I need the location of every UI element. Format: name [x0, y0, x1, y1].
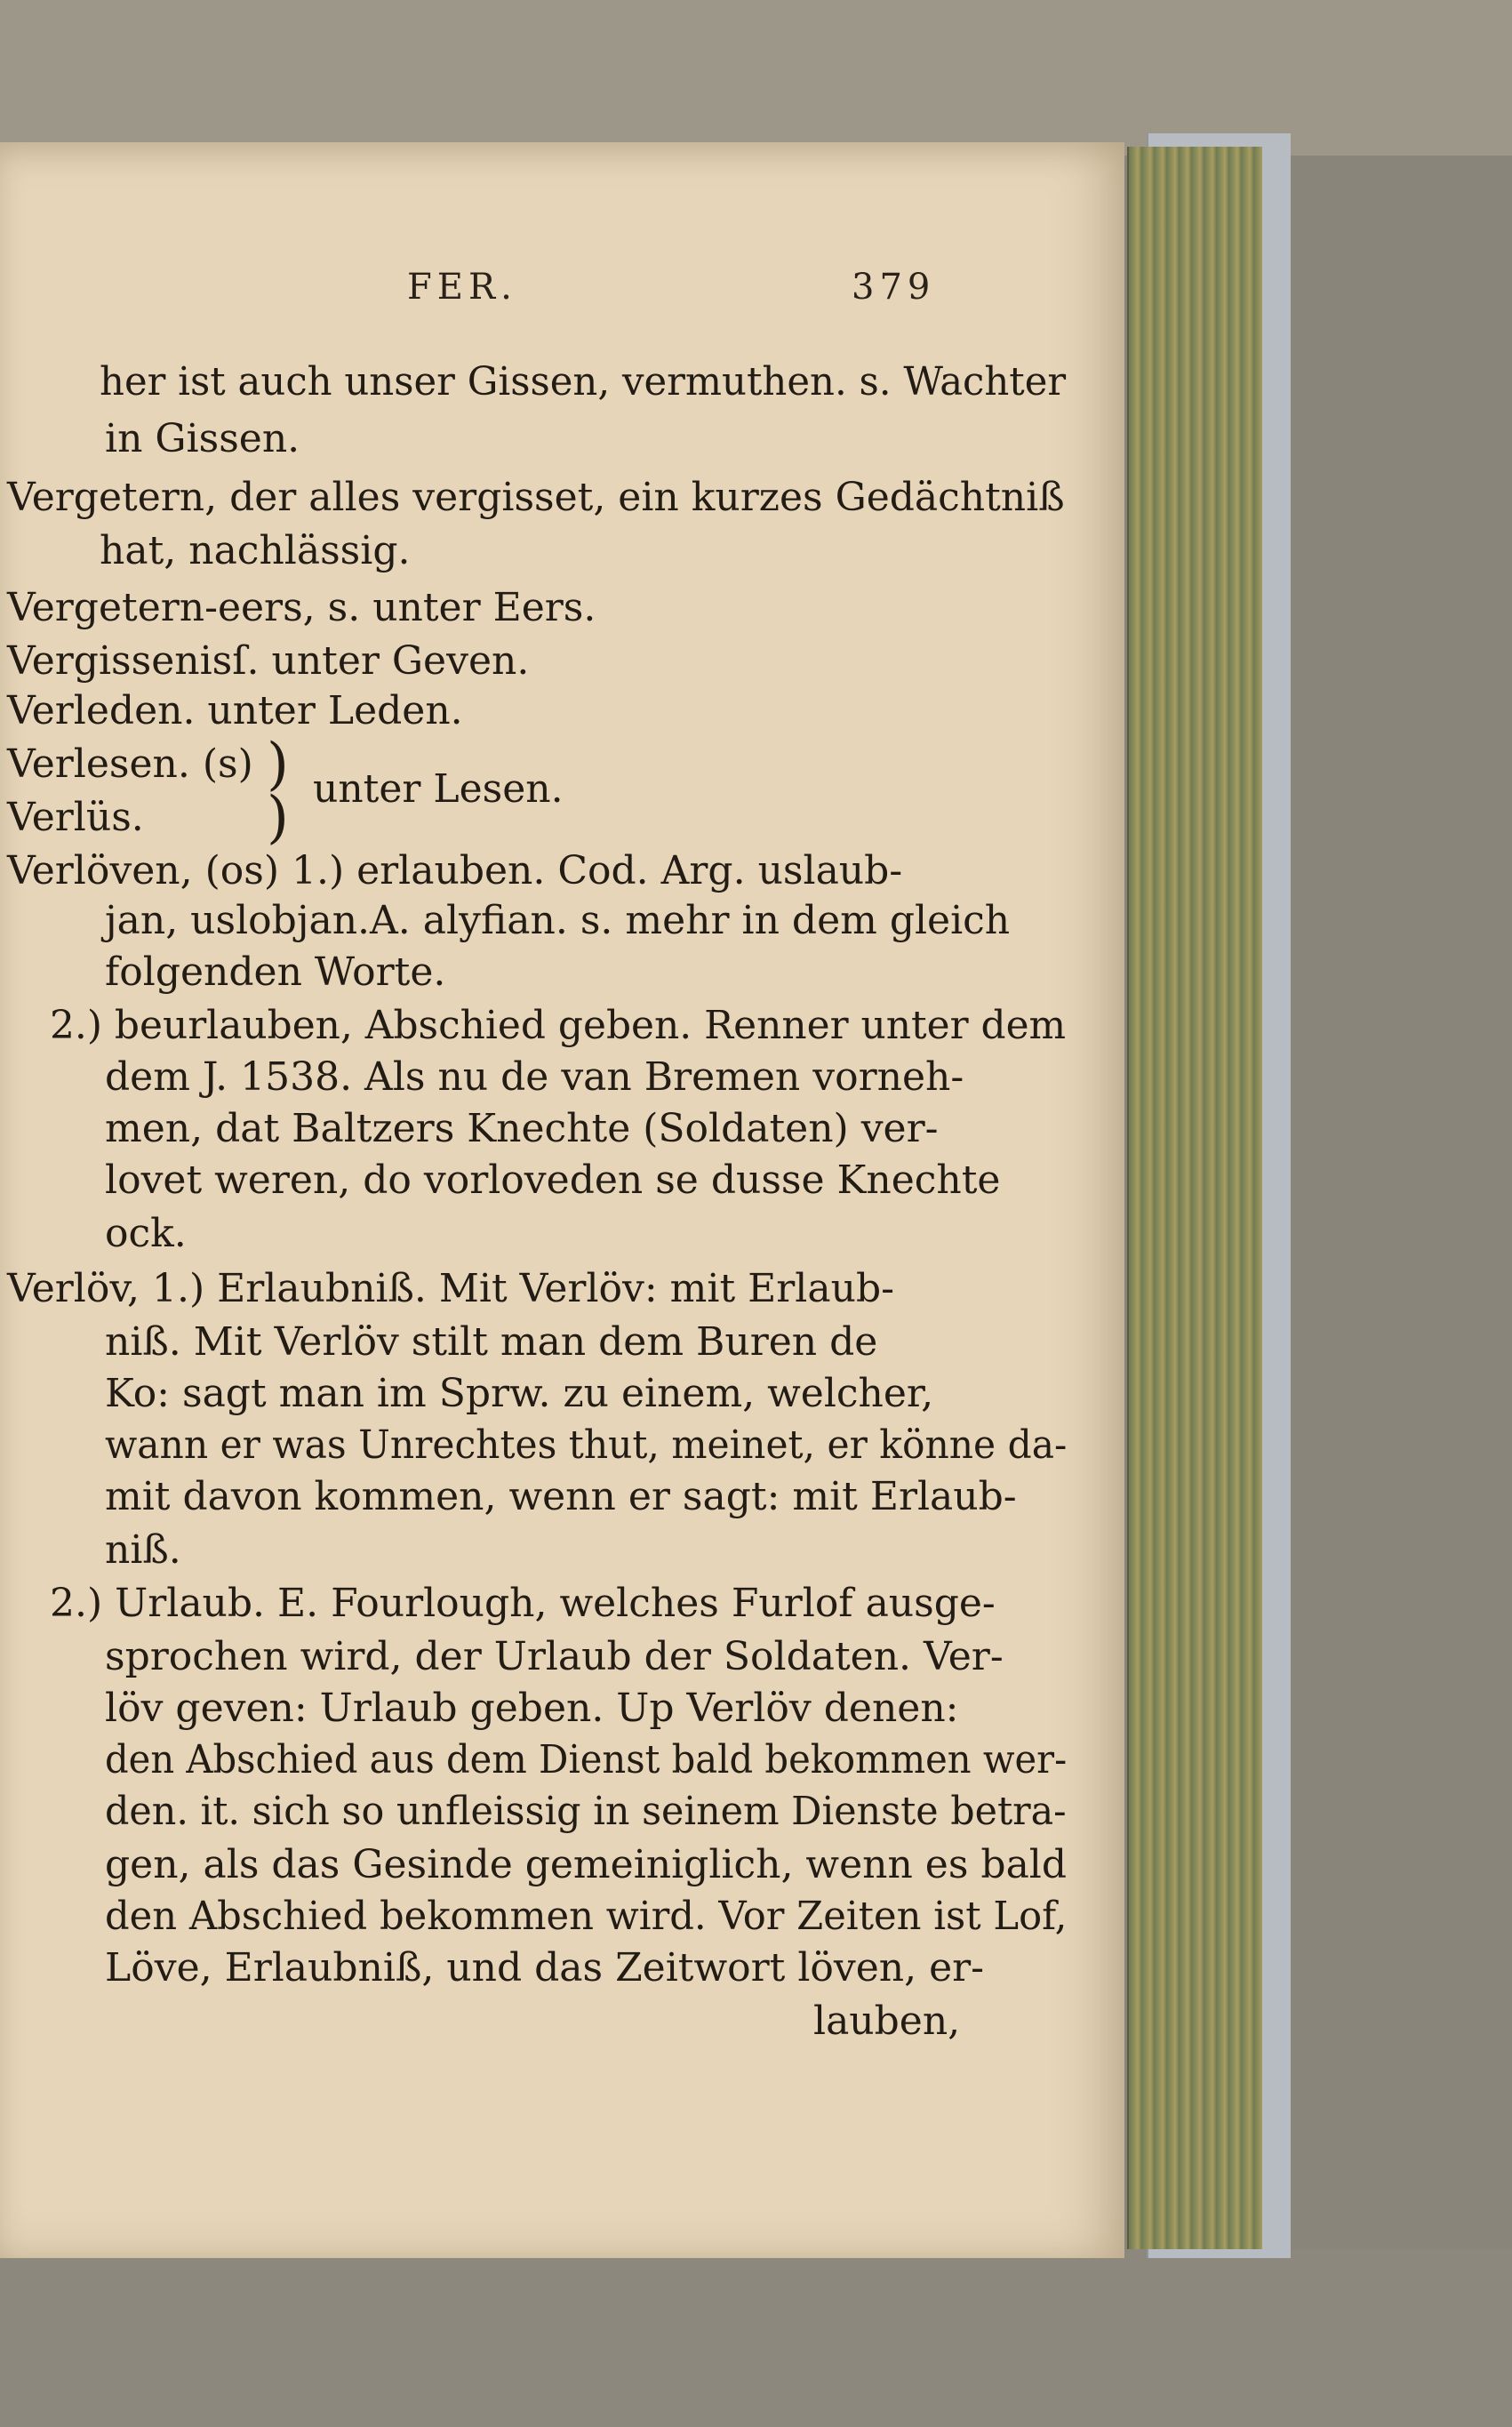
text-line: Verlesen. (s): [7, 741, 253, 787]
text-line: den. it. sich so unfleissig in seinem Dienste betra-: [105, 1789, 1067, 1834]
text-line: niß. Mit Verlöv stilt man dem Buren de: [105, 1319, 878, 1365]
text-line: Löve, Erlaubniß, und das Zeitwort löven, er-: [105, 1945, 985, 1990]
background-bottom: [0, 2249, 1512, 2427]
text-line: folgenden Worte.: [105, 949, 446, 995]
text-line: her ist auch unser Gissen, vermuthen. s. Wachter: [100, 359, 1067, 404]
text-line: unter Lesen.: [313, 766, 564, 812]
text-line: hat, nachlässig.: [100, 528, 411, 573]
page-number: 379: [852, 267, 936, 308]
text-line: jan, uslobjan.A. alyfian. s. mehr in dem gleich: [105, 898, 1011, 943]
text-line: Vergissenisſ. unter Geven.: [7, 638, 530, 684]
text-line: Vergetern-eers, s. unter Eers.: [7, 585, 596, 630]
text-line: lovet weren, do vorloveden se dusse Knechte: [105, 1157, 1001, 1203]
text-line: gen, als das Gesinde gemeiniglich, wenn es bald: [105, 1842, 1068, 1887]
text-line: Vergetern, der alles vergisset, ein kurzes Gedächtniß: [7, 475, 1065, 520]
text-line: Verlüs.: [7, 795, 144, 840]
text-line: dem J. 1538. Als nu de van Bremen vorneh-: [105, 1054, 964, 1100]
text-line: wann er was Unrechtes thut, meinet, er könne da-: [105, 1422, 1068, 1468]
page-fore-edge: [1127, 147, 1262, 2249]
page-text: [0, 142, 1124, 2258]
text-line: ock.: [105, 1211, 187, 1256]
text-line: 2.) beurlauben, Abschied geben. Renner unter dem: [50, 1003, 1067, 1048]
text-line: den Abschied bekommen wird. Vor Zeiten ist Lof,: [105, 1894, 1068, 1939]
text-line: Verlöv, 1.) Erlaubniß. Mit Verlöv: mit Erlaub-: [7, 1266, 894, 1311]
text-line: Verleden. unter Leden.: [7, 688, 463, 733]
text-line: den Abschied aus dem Dienst bald bekommen wer-: [105, 1737, 1068, 1782]
background-top: [0, 0, 1512, 156]
text-line: 2.) Urlaub. E. Fourlough, welches Furlof ausge-: [50, 1581, 996, 1626]
brace-bottom: ): [267, 785, 289, 851]
brace-top: ): [267, 732, 289, 797]
book-page: [0, 142, 1124, 2258]
text-line: niß.: [105, 1527, 181, 1573]
text-line: Ko: sagt man im Sprw. zu einem, welcher,: [105, 1371, 934, 1416]
text-line: men, dat Baltzers Knechte (Soldaten) ver-: [105, 1106, 939, 1151]
text-line: sprochen wird, der Urlaub der Soldaten. Ver-: [105, 1634, 1004, 1679]
text-line: mit davon kommen, wenn er sagt: mit Erlaub-: [105, 1474, 1017, 1519]
running-head: FER.: [407, 267, 517, 308]
text-line: löv geven: Urlaub geben. Up Verlöv denen:: [105, 1686, 959, 1731]
catchword: lauben,: [813, 1998, 961, 2044]
text-line: Verlöven, (os) 1.) erlauben. Cod. Arg. uslaub-: [7, 848, 903, 893]
text-line: in Gissen.: [105, 416, 300, 461]
